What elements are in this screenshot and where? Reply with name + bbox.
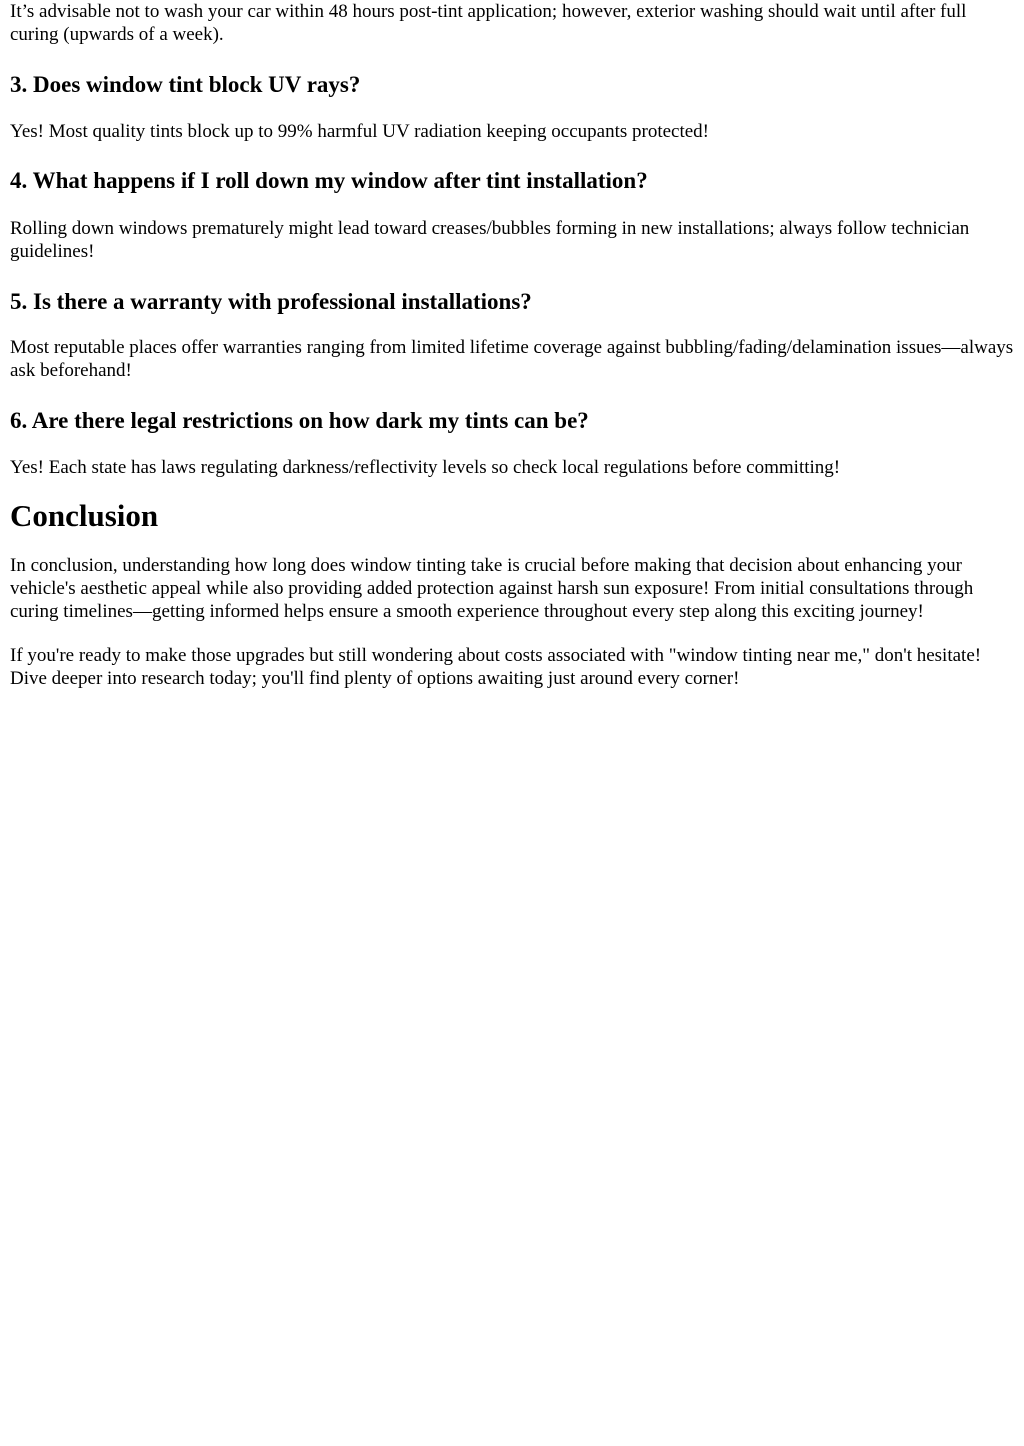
conclusion-paragraph: If you're ready to make those upgrades but still wondering about costs associated with "window tinting near me," don't hesitate! Dive deeper into research today; you'll find plenty of options awaiting just around every corner! (10, 645, 982, 689)
faq-answer-roll-down-window: Rolling down windows prematurely might lead toward creases/bubbles forming in new installations; always follow technician guidelines! (10, 218, 970, 262)
faq-question-uv-rays: 3. Does window tint block UV rays? (10, 72, 361, 97)
article-body (0, 0, 1024, 690)
intro-paragraph: It’s advisable not to wash your car within 48 hours post-tint application; however, exterior washing should wait until after full curing (upwards of a week). (10, 1, 967, 45)
conclusion-paragraph: In conclusion, understanding how long does window tinting take is crucial before making that decision about enhancing your vehicle's aesthetic appeal while also providing added protection against harsh sun exposure! From initial consultations through curing timelines—getting informed helps ensure a smooth experience throughout every step along this exciting journey! (10, 555, 974, 622)
faq-question-warranty: 5. Is there a warranty with professional installations? (10, 289, 532, 314)
faq-answer-warranty: Most reputable places offer warranties ranging from limited lifetime coverage against bubbling/fading/delamination issues—always ask beforehand! (10, 337, 1014, 381)
faq-answer-legal-restrictions: Yes! Each state has laws regulating darkness/reflectivity levels so check local regulations before committing! (10, 457, 841, 478)
faq-question-roll-down-window: 4. What happens if I roll down my window after tint installation? (10, 168, 648, 193)
faq-question-legal-restrictions: 6. Are there legal restrictions on how dark my tints can be? (10, 408, 589, 433)
conclusion-heading: Conclusion (10, 498, 159, 533)
faq-answer-uv-rays: Yes! Most quality tints block up to 99% harmful UV radiation keeping occupants protected! (10, 121, 710, 142)
